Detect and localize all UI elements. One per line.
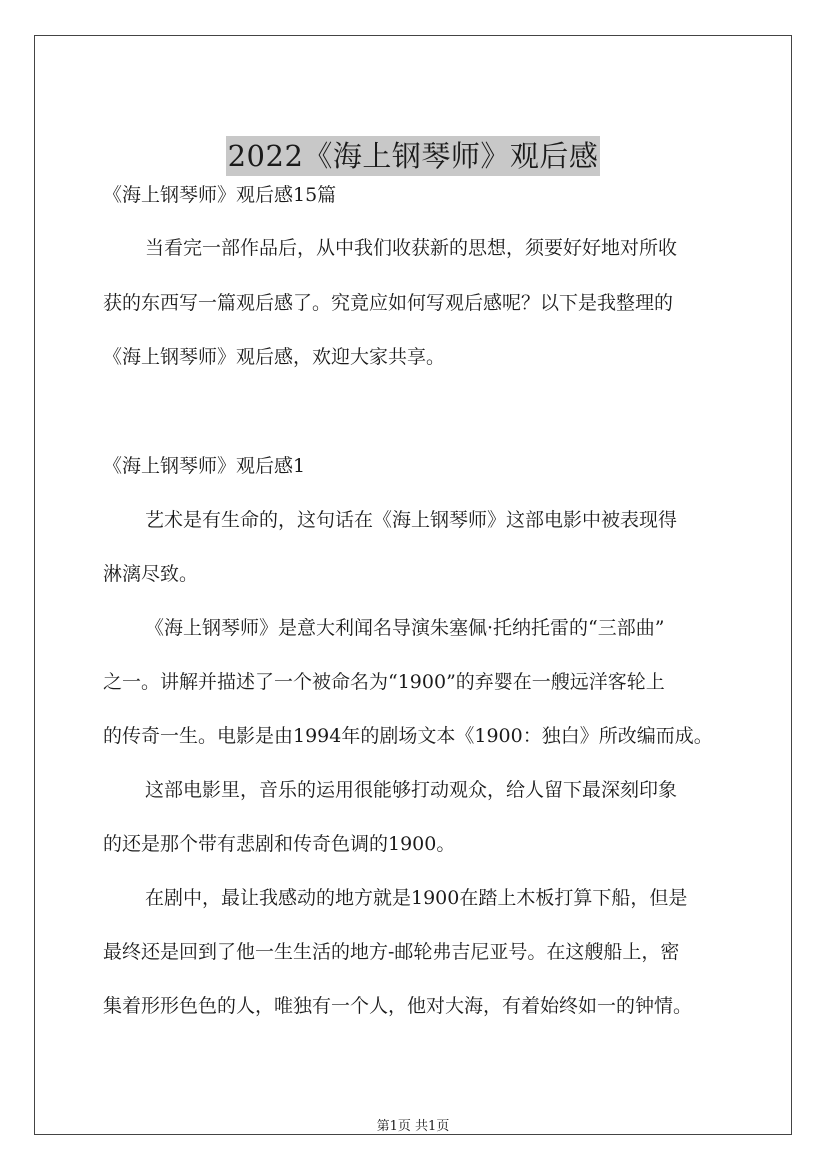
paragraph-2-line-3: 的传奇一生。电影是由1994年的剧场文本《1900：独白》所改编而成。 [103, 725, 713, 747]
paragraph-3-line-1: 这部电影里，音乐的运用很能够打动观众，给人留下最深刻印象 [145, 779, 678, 801]
intro-line-2: 获的东西写一篇观后感了。究竟应如何写观后感呢？以下是我整理的 [103, 292, 674, 314]
document-title: 2022《海上钢琴师》观后感 [226, 136, 601, 176]
intro-line-1: 当看完一部作品后，从中我们收获新的思想，须要好好地对所收 [145, 237, 678, 259]
document-page [34, 35, 792, 1135]
section-heading: 《海上钢琴师》观后感1 [103, 455, 306, 477]
intro-line-3: 《海上钢琴师》观后感，欢迎大家共享。 [103, 346, 446, 368]
paragraph-4-line-2: 最终还是回到了他一生生活的地方-邮轮弗吉尼亚号。在这艘船上，密 [103, 941, 680, 963]
paragraph-4-line-3: 集着形形色色的人，唯独有一个人，他对大海，有着始终如一的钟情。 [103, 995, 693, 1017]
page-footer: 第1页 共1页 [376, 1119, 450, 1134]
paragraph-2-line-1: 《海上钢琴师》是意大利闻名导演朱塞佩·托纳托雷的“三部曲” [145, 617, 665, 639]
subtitle-line: 《海上钢琴师》观后感15篇 [103, 184, 337, 206]
document-title-wrap [35, 136, 791, 176]
paragraph-1-line-2: 淋漓尽致。 [103, 563, 199, 585]
paragraph-4-line-1: 在剧中，最让我感动的地方就是1900在踏上木板打算下船，但是 [145, 887, 688, 909]
paragraph-2-line-2: 之一。讲解并描述了一个被命名为“1900”的弃婴在一艘远洋客轮上 [103, 671, 665, 693]
paragraph-1-line-1: 艺术是有生命的，这句话在《海上钢琴师》这部电影中被表现得 [145, 509, 678, 531]
paragraph-3-line-2: 的还是那个带有悲剧和传奇色调的1900。 [103, 833, 456, 855]
